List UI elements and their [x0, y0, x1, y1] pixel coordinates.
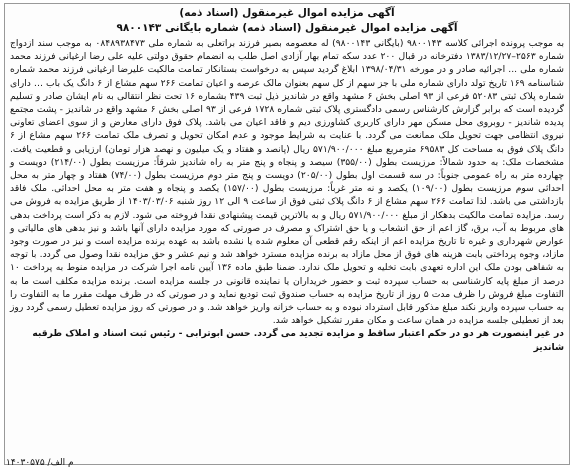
notice-title: آگهی مزایده اموال غیرمنقول (اسناد ذمه)	[179, 7, 395, 19]
notice-body: به موجب پرونده اجرائی کلاسه ۹۸۰۰۱۴۳ (بایگانی ۹۸۰۰۱۴۳) له معصومه بصیر فرزند براتعلی به شماره ملی ۰۸۴۸۹۳۸۴۷۳ به موجب سند ازدواج شماره ۲۵۶۳–۱۳۸۳/۱۲/۲۷ دفترخانه در قبال ۲۰۰ عدد سکه تمام بهار آزادی اصل طلب به انضمام حقوق دولتی علیه علی رضا ارغیانی فرزند محمد شماره ملی ... اجرائیه صادر و در مورخه ۱۳۹۸/۰۴/۳۱ ابلاغ گردید سپس به درخواست بستانکار تمامت مالکیت علیرضا ارغیانی فرزند محمد شماره شناسنامه ۱۶۹ تاریخ تولد دارای شماره ملی با جز سهم از کل سهم بعنوان مالک عرصه و اعیان تمامت ۲۶۶ سهم مشاع از ۶ دانگ یک باب … دارای شماره پلاک ثبتی ۵۲۰۸۳ فرعی از ۹۳ اصلی بخش ۶ مشهد واقع در شاندیز ذیل ثبت ۴۳۹ بشماره ۱۶ تحت نظر انتقالی به نام ایشان صادر و تسلیم گردیده است که برابر گزارش کارشناس رسمی دادگستری پلاک ثبتی شماره ۱۷۲۸ فرعی از ۹۳ اصلی بخش ۶ مشهد واقع در شاندیز - پشت مجتمع پدیده شاندیز - روبروی محل مسکن مهر دارای کاربری کشاورزی دیم و فاقد اعیان می باشد. پلاک فوق دارای معارض و از سوی اعضای تعاونی نیروی انتظامی جهت تحویل ملک ممانعت می گردد. با عنایت به شرایط موجود و عدم امکان تحویل و تصرف ملک تمامت ۲۶۶ سهم مشاع از ۶ دانگ پلاک فوق به مساحت کل ۶۹۵۸۳ مترمربع مبلغ ۵۷۱/۹۰۰/۰۰۰ ریال (پانصد و هفتاد و یک میلیون و نهصد هزار تومان) ارزیابی و قطعیت یافت. مشخصات ملک: به حدود شمالاً: مرزیست بطول (۳۵۵/۰۰) سیصد و پنجاه و پنج متر به راه شاندیز شرقاً: مرزیست بطول (۲۱۴/۰۰) دویست و چهارده متر به راه عمومی جنوباً: در سه قسمت اول بطول (۲۰۵/۰۰) دویست و پنج متر دوم مرزیست بطول (۷۴/۰۰) هفتاد و چهار متر به محل احداثی سوم مرزیست بطول (۱۰۹/۰۰) یکصد و نه متر غرباً: مرزیست بطول (۱۵۷/۰۰) یکصد و پنجاه و هفت متر به محل احداثی. ملک فاقد بازداشتی می باشد. لذا تمامت ۲۶۶ سهم مشاع از ۶ دانگ پلاک ثبتی فوق از ساعت ۹ الی ۱۲ روز شنبه ۱۴۰۳/۰۳/۰۶ از طریق مزایده به فروش می رسد. مزایده تمامت مالکیت بدهکار از مبلغ ۵۷۱/۹۰۰/۰۰۰ ریال و به بالاترین قیمت پیشنهادی نقدا فروخته می شود. لازم به ذکر است پرداخت بدهی های مربوط به آب، برق، گاز اعم از حق انشعاب و یا حق اشتراک و مصرف در صورتی که مورد مزایده دارای آنها باشد و نیز بدهی های مالیاتی و عوارض شهرداری و غیره تا تاریخ مزایده اعم از اینکه رقم قطعی آن معلوم شده یا نشده باشد به عهده برنده مزایده است و نیز در صورت وجود مازاد، وجوه پرداختی بابت هزینه های فوق از محل مازاد به برنده مزایده مسترد خواهد شد و نیم عشر و حق مزایده نقدا وصول می گردد. با توجه به شفاهی بودن ملک این اداره تعهدی بابت تخلیه و تحویل ملک ندارد. ضمنا طبق ماده ۱۳۶ آیین نامه اجرا شرکت در مزایده منوط به پرداخت ۱۰ درصد از مبلغ پایه کارشناسی به حساب سپرده ثبت و حضور خریداران یا نماینده قانونی در جلسه مزایده است. برنده مزایده مکلف است ما به التفاوت مبلغ فروش را ظرف مدت ۵ روز از تاریخ مزایده به حساب صندوق ثبت تودیع نماید و در صورتی که در ظرف مهلت مقرر ما به التفاوت را به حساب سپرده واریز نکند مبلغ مذکور قابل استرداد نبوده و به حساب خزانه واریز خواهد شد. و در صورتی که روز مزایده تعطیل رسمی گردد روز بعد از تعطیلی جلسه مزایده در همان ساعت و مکان مقرر تشکیل خواهد شد.	[10, 38, 565, 327]
notice-code: ۱۴۰۳۰۵۷۵ /م الف	[6, 458, 74, 468]
notice-subtitle: آگهی مزایده اموال غیرمنقول (اسناد ذمه) شماره بایگانی ۹۸۰۰۱۴۳	[116, 22, 458, 34]
closing-text: در غیر اینصورت هر دو در حکم اعتبار ساقط و مزایده تجدید می گردد.	[253, 328, 564, 340]
notice-closing	[10, 327, 564, 353]
signature: حسن ابوترابی - رئیس ثبت اسناد و املاک طرقبه شاندیز	[32, 328, 564, 353]
auction-notice	[4, 3, 570, 465]
